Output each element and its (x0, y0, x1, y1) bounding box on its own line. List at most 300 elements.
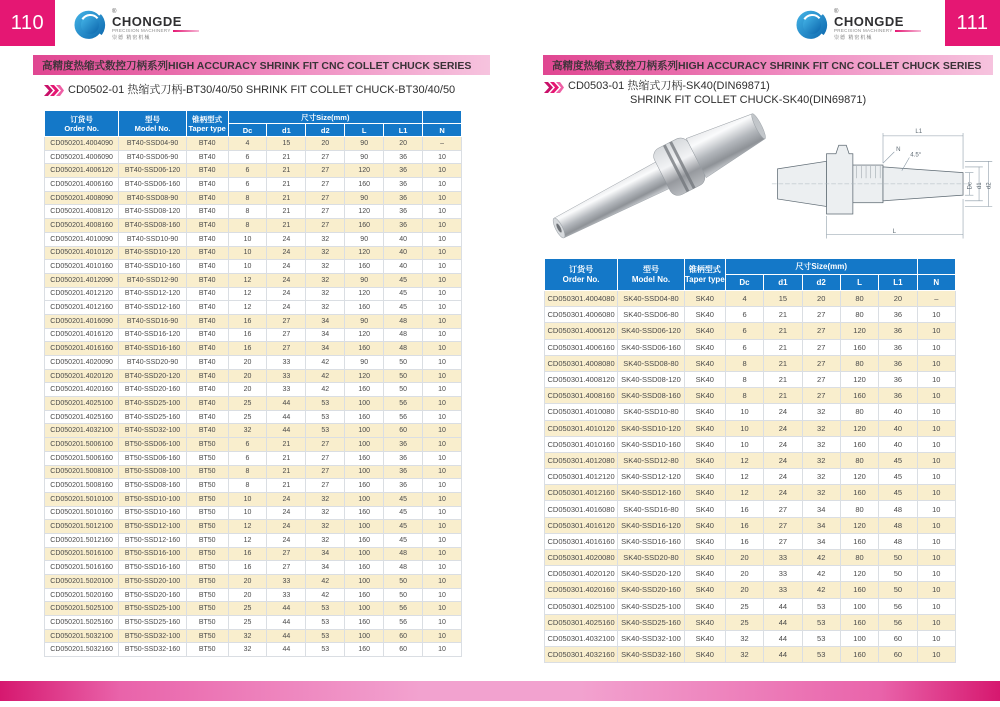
table-cell: 100 (345, 465, 384, 479)
table-cell: 160 (345, 410, 384, 424)
table-row (545, 485, 956, 501)
table-cell: 8 (725, 355, 763, 371)
table-cell: 10 (228, 246, 267, 260)
table-cell: BT50 (186, 575, 228, 589)
table-cell: 33 (764, 550, 802, 566)
table-cell: BT50-SSD08-100 (119, 465, 187, 479)
col-header-L1: L1 (384, 124, 423, 137)
table-cell: 16 (725, 533, 763, 549)
table-cell: 160 (345, 561, 384, 575)
table-cell: 6 (725, 307, 763, 323)
table-cell: SK40 (684, 517, 725, 533)
table-cell: CD050201.4008120 (45, 205, 119, 219)
table-cell: 60 (384, 629, 423, 643)
table-cell: 80 (840, 307, 878, 323)
table-row (45, 424, 462, 438)
table-cell: 56 (384, 397, 423, 411)
table-row (545, 630, 956, 646)
table-row (545, 501, 956, 517)
table-cell: 10 (423, 301, 462, 315)
table-cell: BT50 (186, 616, 228, 630)
table-cell: 53 (802, 614, 840, 630)
table-cell: 21 (267, 451, 306, 465)
table-cell: SK40-SSD32-100 (618, 630, 685, 646)
table-cell: 36 (879, 307, 917, 323)
table-cell: 6 (228, 438, 267, 452)
table-cell: CD050201.4025160 (45, 410, 119, 424)
table-cell: 40 (879, 420, 917, 436)
table-cell: 48 (384, 314, 423, 328)
table-cell: 56 (384, 602, 423, 616)
table-cell: BT40-SSD08-120 (119, 205, 187, 219)
table-cell: BT40-SSD10-160 (119, 260, 187, 274)
table-cell: SK40 (684, 291, 725, 307)
table-cell: CD050301.4016120 (545, 517, 618, 533)
table-cell: BT50-SSD08-160 (119, 479, 187, 493)
table-cell: CD050301.4020160 (545, 582, 618, 598)
table-cell: BT50 (186, 438, 228, 452)
table-cell: 12 (228, 533, 267, 547)
table-cell: 12 (228, 273, 267, 287)
chevron-icon (544, 82, 564, 93)
table-cell: BT40-SSD20-160 (119, 383, 187, 397)
table-cell: – (423, 137, 462, 151)
table-cell: 10 (423, 164, 462, 178)
table-cell: 80 (840, 501, 878, 517)
table-cell: 42 (306, 588, 345, 602)
table-cell: 10 (423, 520, 462, 534)
col-header-L: L (345, 124, 384, 137)
table-row (45, 232, 462, 246)
table-cell: BT50-SSD16-160 (119, 561, 187, 575)
table-cell: CD050301.4006080 (545, 307, 618, 323)
table-cell: 44 (764, 614, 802, 630)
table-cell: CD050201.4020120 (45, 369, 119, 383)
table-cell: 45 (384, 492, 423, 506)
table-cell: 160 (345, 301, 384, 315)
table-cell: 50 (384, 575, 423, 589)
table-cell: SK40-SSD10-120 (618, 420, 685, 436)
table-cell: 48 (384, 547, 423, 561)
logo-text (834, 10, 921, 41)
table-cell: CD050301.4010120 (545, 420, 618, 436)
table-cell: 24 (267, 492, 306, 506)
table-cell: 42 (802, 582, 840, 598)
table-cell: BT40-SSD25-160 (119, 410, 187, 424)
table-cell: 21 (764, 371, 802, 387)
table-cell: 33 (267, 383, 306, 397)
table-cell: 24 (267, 506, 306, 520)
table-cell: 10 (423, 506, 462, 520)
table-cell: 32 (306, 301, 345, 315)
table-cell: 10 (917, 566, 955, 582)
table-cell: 27 (267, 328, 306, 342)
table-cell: BT50 (186, 533, 228, 547)
table-cell: 10 (423, 232, 462, 246)
table-cell: 27 (306, 438, 345, 452)
table-cell: SK40 (684, 533, 725, 549)
table-cell: 120 (345, 328, 384, 342)
table-cell: 20 (228, 369, 267, 383)
table-cell: 33 (764, 566, 802, 582)
table-row (45, 629, 462, 643)
table-cell: 60 (879, 647, 917, 663)
col-header-N: N (917, 275, 955, 291)
table-cell: CD050201.4020090 (45, 356, 119, 370)
table-cell: 27 (306, 164, 345, 178)
table-cell: 24 (267, 273, 306, 287)
table-cell: 100 (345, 438, 384, 452)
table-cell: BT40 (186, 328, 228, 342)
table-cell: 21 (764, 307, 802, 323)
section-title-line1: CD0502-01 热缩式刀柄-BT30/40/50 SHRINK FIT COLLET CHUCK-BT30/40/50 (68, 84, 456, 96)
table-cell: CD050201.4006160 (45, 178, 119, 192)
table-cell: 16 (228, 328, 267, 342)
table-cell: 34 (306, 314, 345, 328)
table-cell: SK40-SSD25-160 (618, 614, 685, 630)
table-cell: 16 (228, 314, 267, 328)
table-cell: 10 (917, 598, 955, 614)
table-cell: 36 (384, 451, 423, 465)
table-cell: 10 (423, 588, 462, 602)
table-cell: 160 (345, 342, 384, 356)
table-row (45, 191, 462, 205)
table-cell: 32 (802, 436, 840, 452)
table-cell: 10 (917, 452, 955, 468)
table-cell: BT40 (186, 287, 228, 301)
table-cell: 27 (306, 219, 345, 233)
table-cell: BT40-SSD16-90 (119, 314, 187, 328)
table-cell: 56 (384, 616, 423, 630)
table-cell: 27 (802, 371, 840, 387)
table-row (45, 575, 462, 589)
table-cell: 16 (725, 501, 763, 517)
table-cell: 10 (423, 342, 462, 356)
table-cell: SK40-SSD06-120 (618, 323, 685, 339)
table-cell: 27 (802, 388, 840, 404)
table-cell: 21 (267, 219, 306, 233)
table-cell: 16 (228, 342, 267, 356)
table-cell: 16 (228, 547, 267, 561)
table-cell: 16 (725, 517, 763, 533)
table-cell: BT40-SSD20-90 (119, 356, 187, 370)
table-cell: 90 (345, 356, 384, 370)
table-cell: 48 (879, 517, 917, 533)
col-header-L1: L1 (879, 275, 917, 291)
table-cell: BT40-SSD04-90 (119, 137, 187, 151)
table-cell: SK40-SSD06-160 (618, 339, 685, 355)
table-cell: SK40-SSD20-160 (618, 582, 685, 598)
table-cell: 100 (345, 575, 384, 589)
table-cell: 10 (423, 602, 462, 616)
table-cell: BT40 (186, 191, 228, 205)
table-cell: 53 (306, 602, 345, 616)
table-cell: 32 (228, 424, 267, 438)
table-cell: BT40 (186, 137, 228, 151)
table-cell: 53 (306, 643, 345, 657)
table-cell: BT40 (186, 260, 228, 274)
table-cell: 44 (267, 410, 306, 424)
table-cell: 8 (228, 219, 267, 233)
table-cell: BT40-SSD06-90 (119, 150, 187, 164)
table-cell: BT40-SSD06-160 (119, 178, 187, 192)
table-row (45, 383, 462, 397)
table-cell: 80 (840, 291, 878, 307)
table-cell: 45 (384, 506, 423, 520)
table-cell: 10 (423, 287, 462, 301)
table-cell: SK40-SSD06-80 (618, 307, 685, 323)
table-cell: 27 (306, 465, 345, 479)
table-cell: 120 (840, 469, 878, 485)
col-header-taper: 锥柄型式 Taper type (186, 111, 228, 137)
table-cell: 21 (764, 355, 802, 371)
table-cell: 44 (267, 602, 306, 616)
table-cell: SK40 (684, 550, 725, 566)
table-cell: 33 (764, 582, 802, 598)
dim-label-dc: Dc (966, 182, 974, 190)
table-cell: 10 (423, 219, 462, 233)
table-row (45, 219, 462, 233)
registered-mark: ® (834, 8, 839, 15)
table-cell: 160 (840, 339, 878, 355)
table-cell: 10 (725, 420, 763, 436)
brand-logo (70, 4, 199, 46)
table-cell: 34 (306, 547, 345, 561)
table-cell: 8 (228, 479, 267, 493)
table-cell: 21 (764, 323, 802, 339)
table-cell: 42 (802, 550, 840, 566)
table-cell: 33 (267, 356, 306, 370)
table-cell: BT50 (186, 602, 228, 616)
table-cell: BT50 (186, 479, 228, 493)
table-row (45, 451, 462, 465)
table-cell: 32 (725, 630, 763, 646)
table-cell: CD050201.5010100 (45, 492, 119, 506)
table-cell: 45 (384, 301, 423, 315)
table-cell: 20 (384, 137, 423, 151)
table-cell: BT50 (186, 465, 228, 479)
globe-logo-icon (70, 6, 108, 44)
table-cell: CD050201.4006120 (45, 164, 119, 178)
table-cell: BT40 (186, 164, 228, 178)
table-cell: BT40 (186, 397, 228, 411)
table-cell: 20 (306, 137, 345, 151)
table-cell: CD050301.4016160 (545, 533, 618, 549)
table-cell: 160 (345, 506, 384, 520)
table-cell: BT50-SSD25-160 (119, 616, 187, 630)
page-number-left: 110 (0, 0, 55, 46)
table-row (545, 371, 956, 387)
col-header-n-blank (917, 259, 955, 275)
table-cell: BT40 (186, 410, 228, 424)
table-cell: 27 (306, 178, 345, 192)
table-cell: 6 (228, 150, 267, 164)
table-cell: 36 (384, 178, 423, 192)
table-cell: SK40-SSD08-160 (618, 388, 685, 404)
table-cell: 10 (917, 501, 955, 517)
table-cell: CD050201.5016100 (45, 547, 119, 561)
table-cell: 21 (267, 191, 306, 205)
table-row (45, 397, 462, 411)
section-title-left (68, 83, 455, 97)
col-header-taper: 锥柄型式 Taper type (684, 259, 725, 291)
table-cell: 32 (802, 404, 840, 420)
table-row (45, 438, 462, 452)
table-row (45, 602, 462, 616)
table-row (545, 404, 956, 420)
table-row (545, 420, 956, 436)
table-row (45, 150, 462, 164)
table-cell: 27 (764, 533, 802, 549)
table-cell: CD050301.4006160 (545, 339, 618, 355)
table-row (45, 506, 462, 520)
table-cell: 10 (423, 383, 462, 397)
table-cell: 12 (725, 452, 763, 468)
table-cell: 160 (345, 219, 384, 233)
table-cell: CD050301.4010080 (545, 404, 618, 420)
table-cell: 10 (423, 424, 462, 438)
table-cell: CD050201.5020100 (45, 575, 119, 589)
table-cell: BT50-SSD16-100 (119, 547, 187, 561)
col-header-dc: Dc (228, 124, 267, 137)
table-cell: SK40-SSD08-120 (618, 371, 685, 387)
table-cell: 80 (840, 404, 878, 420)
table-cell: 8 (725, 371, 763, 387)
table-cell: 21 (267, 465, 306, 479)
table-cell: 32 (802, 485, 840, 501)
table-cell: SK40 (684, 307, 725, 323)
table-cell: 21 (764, 339, 802, 355)
table-cell: 6 (725, 323, 763, 339)
table-cell: CD050301.4008080 (545, 355, 618, 371)
table-cell: 45 (879, 485, 917, 501)
table-cell: 10 (917, 517, 955, 533)
table-cell: 27 (802, 307, 840, 323)
table-cell: CD050301.4020120 (545, 566, 618, 582)
table-cell: – (917, 291, 955, 307)
table-cell: CD050201.4010120 (45, 246, 119, 260)
table-cell: 12 (725, 469, 763, 485)
table-cell: 53 (802, 630, 840, 646)
table-cell: 90 (345, 191, 384, 205)
table-cell: 100 (840, 598, 878, 614)
table-cell: 20 (725, 582, 763, 598)
table-cell: SK40-SSD16-120 (618, 517, 685, 533)
table-cell: 100 (345, 629, 384, 643)
table-cell: 25 (228, 616, 267, 630)
table-cell: 160 (345, 588, 384, 602)
table-cell: CD050301.4004080 (545, 291, 618, 307)
table-cell: CD050201.5008160 (45, 479, 119, 493)
table-cell: 8 (228, 205, 267, 219)
dim-label-d2: d2 (985, 182, 993, 190)
table-cell: 10 (423, 561, 462, 575)
table-cell: 8 (725, 388, 763, 404)
table-row (545, 339, 956, 355)
table-cell: 45 (879, 452, 917, 468)
table-cell: BT50 (186, 643, 228, 657)
brand-logo (792, 4, 921, 46)
table-cell: 25 (725, 614, 763, 630)
series-banner-left: 高精度热缩式数控刀柄系列HIGH ACCURACY SHRINK FIT CNC COLLET CHUCK SERIES (33, 55, 490, 75)
table-cell: 27 (306, 451, 345, 465)
table-cell: 32 (306, 232, 345, 246)
table-cell: 44 (764, 630, 802, 646)
table-cell: CD050201.4006090 (45, 150, 119, 164)
table-cell: CD050201.4012160 (45, 301, 119, 315)
table-cell: 10 (725, 436, 763, 452)
table-cell: 25 (228, 397, 267, 411)
table-cell: 45 (384, 287, 423, 301)
table-row (45, 465, 462, 479)
table-cell: 36 (384, 164, 423, 178)
table-cell: CD050201.5010160 (45, 506, 119, 520)
table-cell: 90 (345, 314, 384, 328)
table-cell: 10 (423, 205, 462, 219)
table-cell: 12 (228, 520, 267, 534)
table-cell: 56 (384, 410, 423, 424)
table-cell: 10 (917, 339, 955, 355)
table-cell: 45 (384, 273, 423, 287)
table-row (545, 550, 956, 566)
table-cell: SK40-SSD10-160 (618, 436, 685, 452)
table-cell: 44 (267, 629, 306, 643)
table-row (545, 307, 956, 323)
table-row (45, 588, 462, 602)
dim-label-d1: d1 (975, 182, 983, 190)
table-cell: 10 (423, 246, 462, 260)
table-cell: 160 (840, 388, 878, 404)
logo-subtitle: PRECISION MACHINERY (112, 28, 171, 33)
table-cell: 32 (725, 647, 763, 663)
table-cell: 10 (917, 469, 955, 485)
table-cell: CD050301.4016080 (545, 501, 618, 517)
dim-label-n: N (896, 145, 901, 153)
table-cell: 10 (423, 533, 462, 547)
table-cell: 48 (384, 342, 423, 356)
table-cell: 15 (764, 291, 802, 307)
table-cell: 10 (423, 479, 462, 493)
table-cell: BT50-SSD12-100 (119, 520, 187, 534)
table-cell: SK40 (684, 388, 725, 404)
table-cell: 20 (228, 356, 267, 370)
table-cell: SK40 (684, 647, 725, 663)
table-cell: BT40 (186, 314, 228, 328)
table-cell: CD050201.5020160 (45, 588, 119, 602)
logo-brand-name: CHONGDE (834, 13, 904, 29)
table-cell: 120 (345, 287, 384, 301)
table-cell: SK40 (684, 485, 725, 501)
table-row (545, 452, 956, 468)
table-cell: BT40-SSD20-120 (119, 369, 187, 383)
table-cell: 160 (345, 533, 384, 547)
table-cell: CD050201.5016160 (45, 561, 119, 575)
table-cell: 10 (917, 355, 955, 371)
table-cell: SK40 (684, 420, 725, 436)
table-cell: 24 (764, 436, 802, 452)
table-cell: CD050301.4025100 (545, 598, 618, 614)
table-cell: CD050301.4032160 (545, 647, 618, 663)
table-row (545, 388, 956, 404)
table-cell: 50 (384, 369, 423, 383)
table-cell: 100 (345, 492, 384, 506)
table-cell: SK40-SSD20-120 (618, 566, 685, 582)
parts-table-bt (44, 110, 462, 657)
table-cell: 120 (840, 517, 878, 533)
table-cell: 48 (879, 533, 917, 549)
table-cell: SK40-SSD16-80 (618, 501, 685, 517)
table-row (545, 614, 956, 630)
